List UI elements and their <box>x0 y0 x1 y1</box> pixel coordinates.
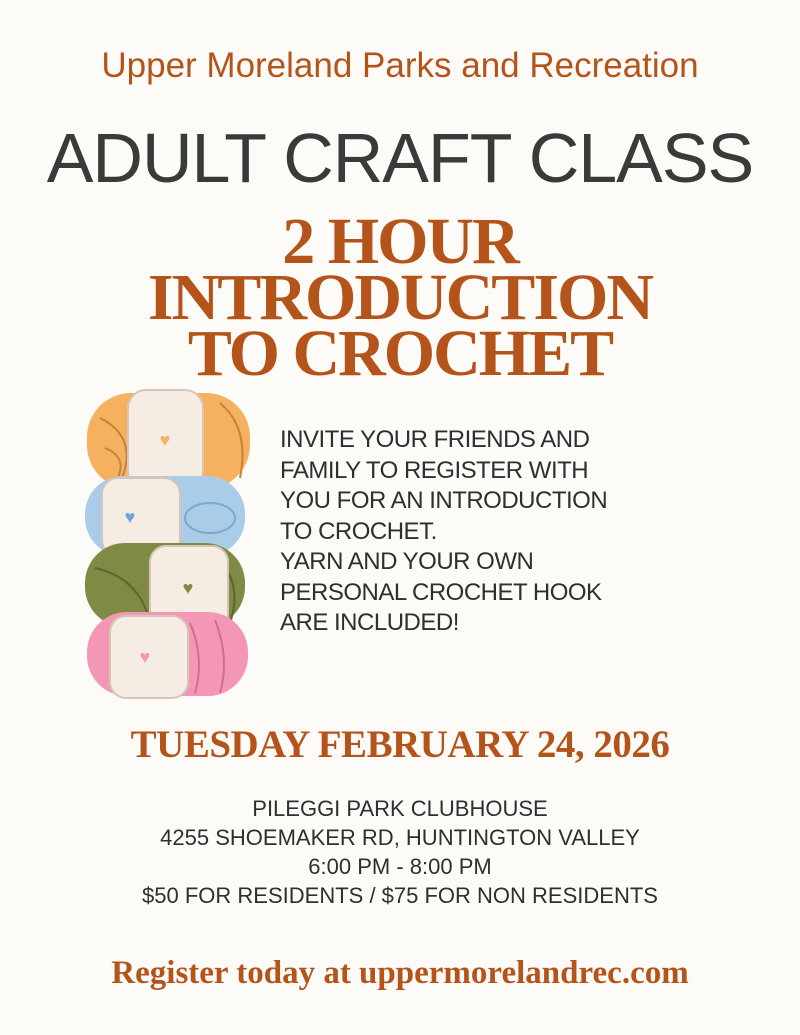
register-call-to-action: Register today at uppermorelandrec.com <box>111 955 689 991</box>
address: 4255 SHOEMAKER RD, HUNTINGTON VALLEY <box>160 825 640 850</box>
description-line: TO CROCHET. <box>280 517 437 545</box>
description-line: FAMILY TO REGISTER WITH <box>280 456 589 484</box>
description-line: YOU FOR AN INTRODUCTION <box>280 487 608 514</box>
event-date: TUESDAY FEBRUARY 24, 2026 <box>130 723 670 766</box>
description-line: INVITE YOUR FRIENDS AND <box>280 426 590 453</box>
organization-name: Upper Moreland Parks and Recreation <box>101 46 699 85</box>
heart-icon: ♥ <box>159 430 171 450</box>
headline-line-3: TO CROCHET <box>187 317 613 390</box>
class-description <box>280 425 750 639</box>
event-details <box>0 794 800 910</box>
yarn-ball-pink <box>87 612 248 698</box>
price: $50 FOR RESIDENTS / $75 FOR NON RESIDENTS <box>142 883 658 908</box>
class-type-title: ADULT CRAFT CLASS <box>46 119 754 197</box>
venue: PILEGGI PARK CLUBHOUSE <box>252 796 548 821</box>
headline-line-1: 2 HOUR <box>282 205 518 278</box>
heart-icon: ♥ <box>139 647 151 667</box>
heart-icon: ♥ <box>182 578 194 598</box>
yarn-stack-illustration <box>80 388 255 700</box>
heart-icon: ♥ <box>124 507 136 527</box>
time: 6:00 PM - 8:00 PM <box>308 854 492 879</box>
description-line: YARN AND YOUR OWN <box>280 548 534 575</box>
description-line: ARE INCLUDED! <box>280 609 459 636</box>
headline-line-2: INTRODUCTION <box>147 261 653 334</box>
description-line: PERSONAL CROCHET HOOK <box>280 578 602 606</box>
yarn-ball-orange <box>87 390 250 490</box>
